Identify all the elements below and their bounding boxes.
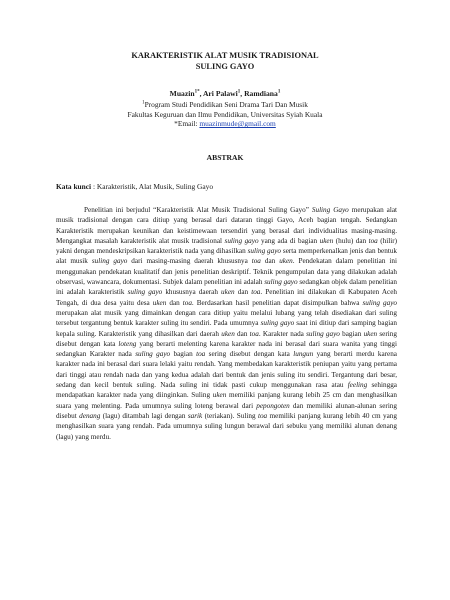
author-superscript: 1 xyxy=(237,89,241,95)
keywords-line xyxy=(56,182,396,191)
author-list xyxy=(0,89,450,99)
keywords-label: Kata kunci xyxy=(56,182,92,191)
author-superscript: 1* xyxy=(194,89,200,95)
affiliation-line-2: Fakultas Keguruan dan Ilmu Pendidikan, Universitas Syiah Kuala xyxy=(127,109,323,119)
email-link[interactable]: muazinmude@gmail.com xyxy=(199,119,276,129)
affiliation-superscript: 1 xyxy=(142,100,145,106)
author-name: Ari Palawi xyxy=(202,89,238,98)
author-separator: , xyxy=(199,89,203,98)
author-name: Ramdiana xyxy=(244,89,278,98)
paper-title xyxy=(0,50,450,72)
title-line-2: SULING GAYO xyxy=(195,62,255,71)
email-line xyxy=(0,119,450,129)
author-superscript: 1 xyxy=(277,89,281,95)
keywords-text: : Karakteristik, Alat Musik, Suling Gayo xyxy=(91,182,214,191)
author-name: Muazin xyxy=(169,89,195,98)
affiliation-block xyxy=(0,100,450,129)
author-separator: , xyxy=(240,89,245,98)
abstract-body: Penelitian ini berjudul “Karakteristik Alat Musik Tradisional Suling Gayo” Suling Gayo merupakan alat musik tradisional dengan cara ditiup yang berasal dari dataran tinggi Gayo, Aceh bagian tengah. Sedangkan Karakteristik merupakan keunikan dan keistimewaan tersendiri yang berasal dari individualitas masing-masing. Mengangkat masalah karakteristik alat musik tradisional suling gayo yang ada di bagian uken (hulu) dan toa (hilir) yakni dengan mendeskripsikan karakteristik nada yang dihasilkan suling gayo serta memperkenalkan jenis dan bentuk alat musik suling gayo dari masing-masing daerah khususnya toa dan uken. Pendekatan dalam penelitian ini menggunakan pendekatan kualitatif dan jenis penelitian deskriptif. Teknik pengumpulan data yang dilakukan adalah observasi, wawancara, dokumentasi. Subjek dalam penelitian ini adalah suling gayo sedangkan objek dalam penelitian ini adalah karakteristik suling gayo khususnya daerah uken dan toa. Penelitian ini dilakukan di Kabupaten Aceh Tengah, di dua desa yaitu desa uken dan toa. Berdasarkan hasil penelitian dapat disimpulkan bahwa suling gayo merupakan alat musik yang dimainkan dengan cara ditiup yaitu melalui lubang yang telah disediakan dari suling tersebut tergantung bentuk karakter suling itu sendiri. Pada umumnya suling gayo saat ini ditiup dari samping bagian kepala suling. Karakteristik yang dihasilkan dari daerah uken dan toa. Karakter nada suling gayo bagian uken sering disebut dengan kata loteng yang berarti melenting karena karakter nada ini berasal dari suara wanita yang tinggi sedangkan Karakter nada suling gayo bagian toa sering disebut dengan kata lungun yang berarti merdu karena karakter nada ini berasal dari suara lelaki yaitu rendah. Yang membedakan karakteristik peniupan yaitu yang pertama dari tinggi atau rendah nada dan yang kedua adalah dari bentuk dan jenis suling itu sendiri. Tergantung dari besar, sedang dan kecil bentuk suling. Nada suling ini tidak pasti cukup menggunakan rasa atau feeling sehingga mendapatkan karakter nada yang diinginkan. Suling uken memiliki panjang kurang lebih 25 cm dan menghasilkan suara yang melenting. Pada umumnya suling loteng berawal dari pepongoten dan memiliki alunan-alunan sering disebut denang (lagu) ditambah lagi dengan sarik (teriakan). Suling toa memiliki panjang kurang lebih 40 cm yang menghasilkan suara yang rendah. Pada umumnya suling lungun berawal dari sebuku yang memiliki alunan denang (lagu) yang merdu. xyxy=(56,206,398,441)
affiliation-line-1: $^1$Program Studi Pendidikan Seni Drama Tari Dan Musik xyxy=(142,100,308,109)
title-line-1: KARAKTERISTIK ALAT MUSIK TRADISIONAL xyxy=(131,51,319,60)
abstract-heading: ABSTRAK xyxy=(206,153,244,162)
email-prefix: *Email: xyxy=(174,119,200,129)
